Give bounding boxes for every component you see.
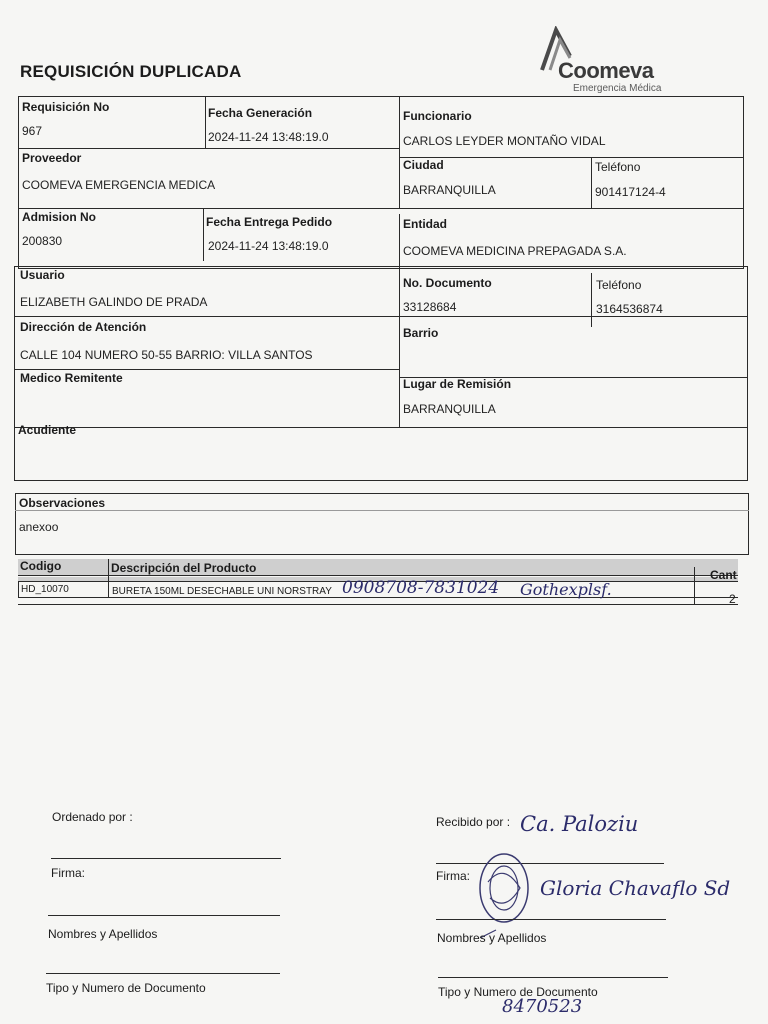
ciudad-label: Ciudad	[403, 158, 444, 172]
lugar-remision-label: Lugar de Remisión	[403, 377, 512, 391]
fecha-gen-label: Fecha Generación	[208, 106, 313, 120]
ciudad-value: BARRANQUILLA	[403, 183, 496, 197]
logo-subtitle: Emergencia Médica	[573, 83, 662, 94]
no-documento-value: 33128684	[403, 300, 457, 314]
ordenado-por-label: Ordenado por :	[52, 810, 133, 824]
logo-wordmark: Coomeva	[558, 58, 654, 83]
coomeva-logo	[536, 26, 686, 100]
nombres-right-label: Nombres y Apellidos	[437, 931, 547, 945]
handwritten-recibido: Ca. Paloziu	[520, 812, 639, 836]
lugar-remision-value: BARRANQUILLA	[403, 402, 496, 416]
row-cant: 2	[729, 592, 736, 606]
proveedor-value: COOMEVA EMERGENCIA MEDICA	[22, 178, 216, 192]
stamp-seal-icon	[470, 842, 540, 938]
no-documento-label: No. Documento	[403, 276, 492, 290]
usuario-value: ELIZABETH GALINDO DE PRADA	[20, 295, 208, 309]
page-title: REQUISICIÓN DUPLICADA	[20, 62, 242, 81]
entidad-value: COOMEVA MEDICINA PREPAGADA S.A.	[403, 244, 627, 258]
funcionario-label: Funcionario	[403, 109, 472, 123]
proveedor-label: Proveedor	[22, 151, 82, 165]
usuario-label: Usuario	[20, 268, 65, 282]
handwritten-lot: 0908708-7831024	[342, 578, 500, 598]
usuario-telefono-label: Teléfono	[596, 278, 642, 292]
entidad-label: Entidad	[403, 217, 447, 231]
observaciones-section	[15, 493, 749, 555]
tipo-doc-left-label: Tipo y Numero de Documento	[46, 981, 206, 995]
fecha-gen-value: 2024-11-24 13:48:19.0	[208, 130, 329, 144]
acudiente-label: Acudiente	[18, 423, 77, 437]
admision-label: Admision No	[22, 210, 96, 224]
usuario-telefono-value: 3164536874	[596, 302, 663, 316]
col-codigo-header: Codigo	[20, 559, 62, 573]
admision-section	[18, 208, 744, 269]
telefono-label: Teléfono	[595, 160, 641, 174]
observaciones-label: Observaciones	[19, 496, 106, 510]
telefono-value: 901417124-4	[595, 185, 666, 199]
handwritten-documento: 8470523	[502, 996, 583, 1017]
medico-remitente-label: Medico Remitente	[20, 371, 123, 385]
firma-right-label: Firma:	[436, 869, 470, 883]
req-no-value: 967	[22, 124, 43, 138]
admision-value: 200830	[22, 234, 63, 248]
col-cant-header: Cant	[710, 568, 737, 582]
fecha-entrega-label: Fecha Entrega Pedido	[206, 215, 333, 229]
req-no-label: Requisición No	[22, 100, 110, 114]
firma-left-label: Firma:	[51, 866, 85, 880]
row-codigo: HD_10070	[21, 584, 69, 595]
handwritten-firma: Gloria Chavaflo Sd	[540, 876, 731, 900]
funcionario-value: CARLOS LEYDER MONTAÑO VIDAL	[403, 134, 606, 148]
direccion-label: Dirección de Atención	[20, 320, 147, 334]
nombres-left-label: Nombres y Apellidos	[48, 927, 158, 941]
recibido-por-label: Recibido por :	[436, 815, 511, 829]
fecha-entrega-value: 2024-11-24 13:48:19.0	[208, 239, 329, 253]
row-descripcion: BURETA 150ML DESECHABLE UNI NORSTRAY	[112, 586, 332, 597]
col-descripcion-header: Descripción del Producto	[111, 561, 257, 575]
handwritten-note: Gothexplsf.	[520, 580, 612, 599]
tipo-doc-right-label: Tipo y Numero de Documento	[438, 985, 598, 999]
direccion-value: CALLE 104 NUMERO 50-55 BARRIO: VILLA SANTOS	[20, 348, 313, 362]
observaciones-value: anexoo	[19, 520, 59, 534]
barrio-label: Barrio	[403, 326, 439, 340]
